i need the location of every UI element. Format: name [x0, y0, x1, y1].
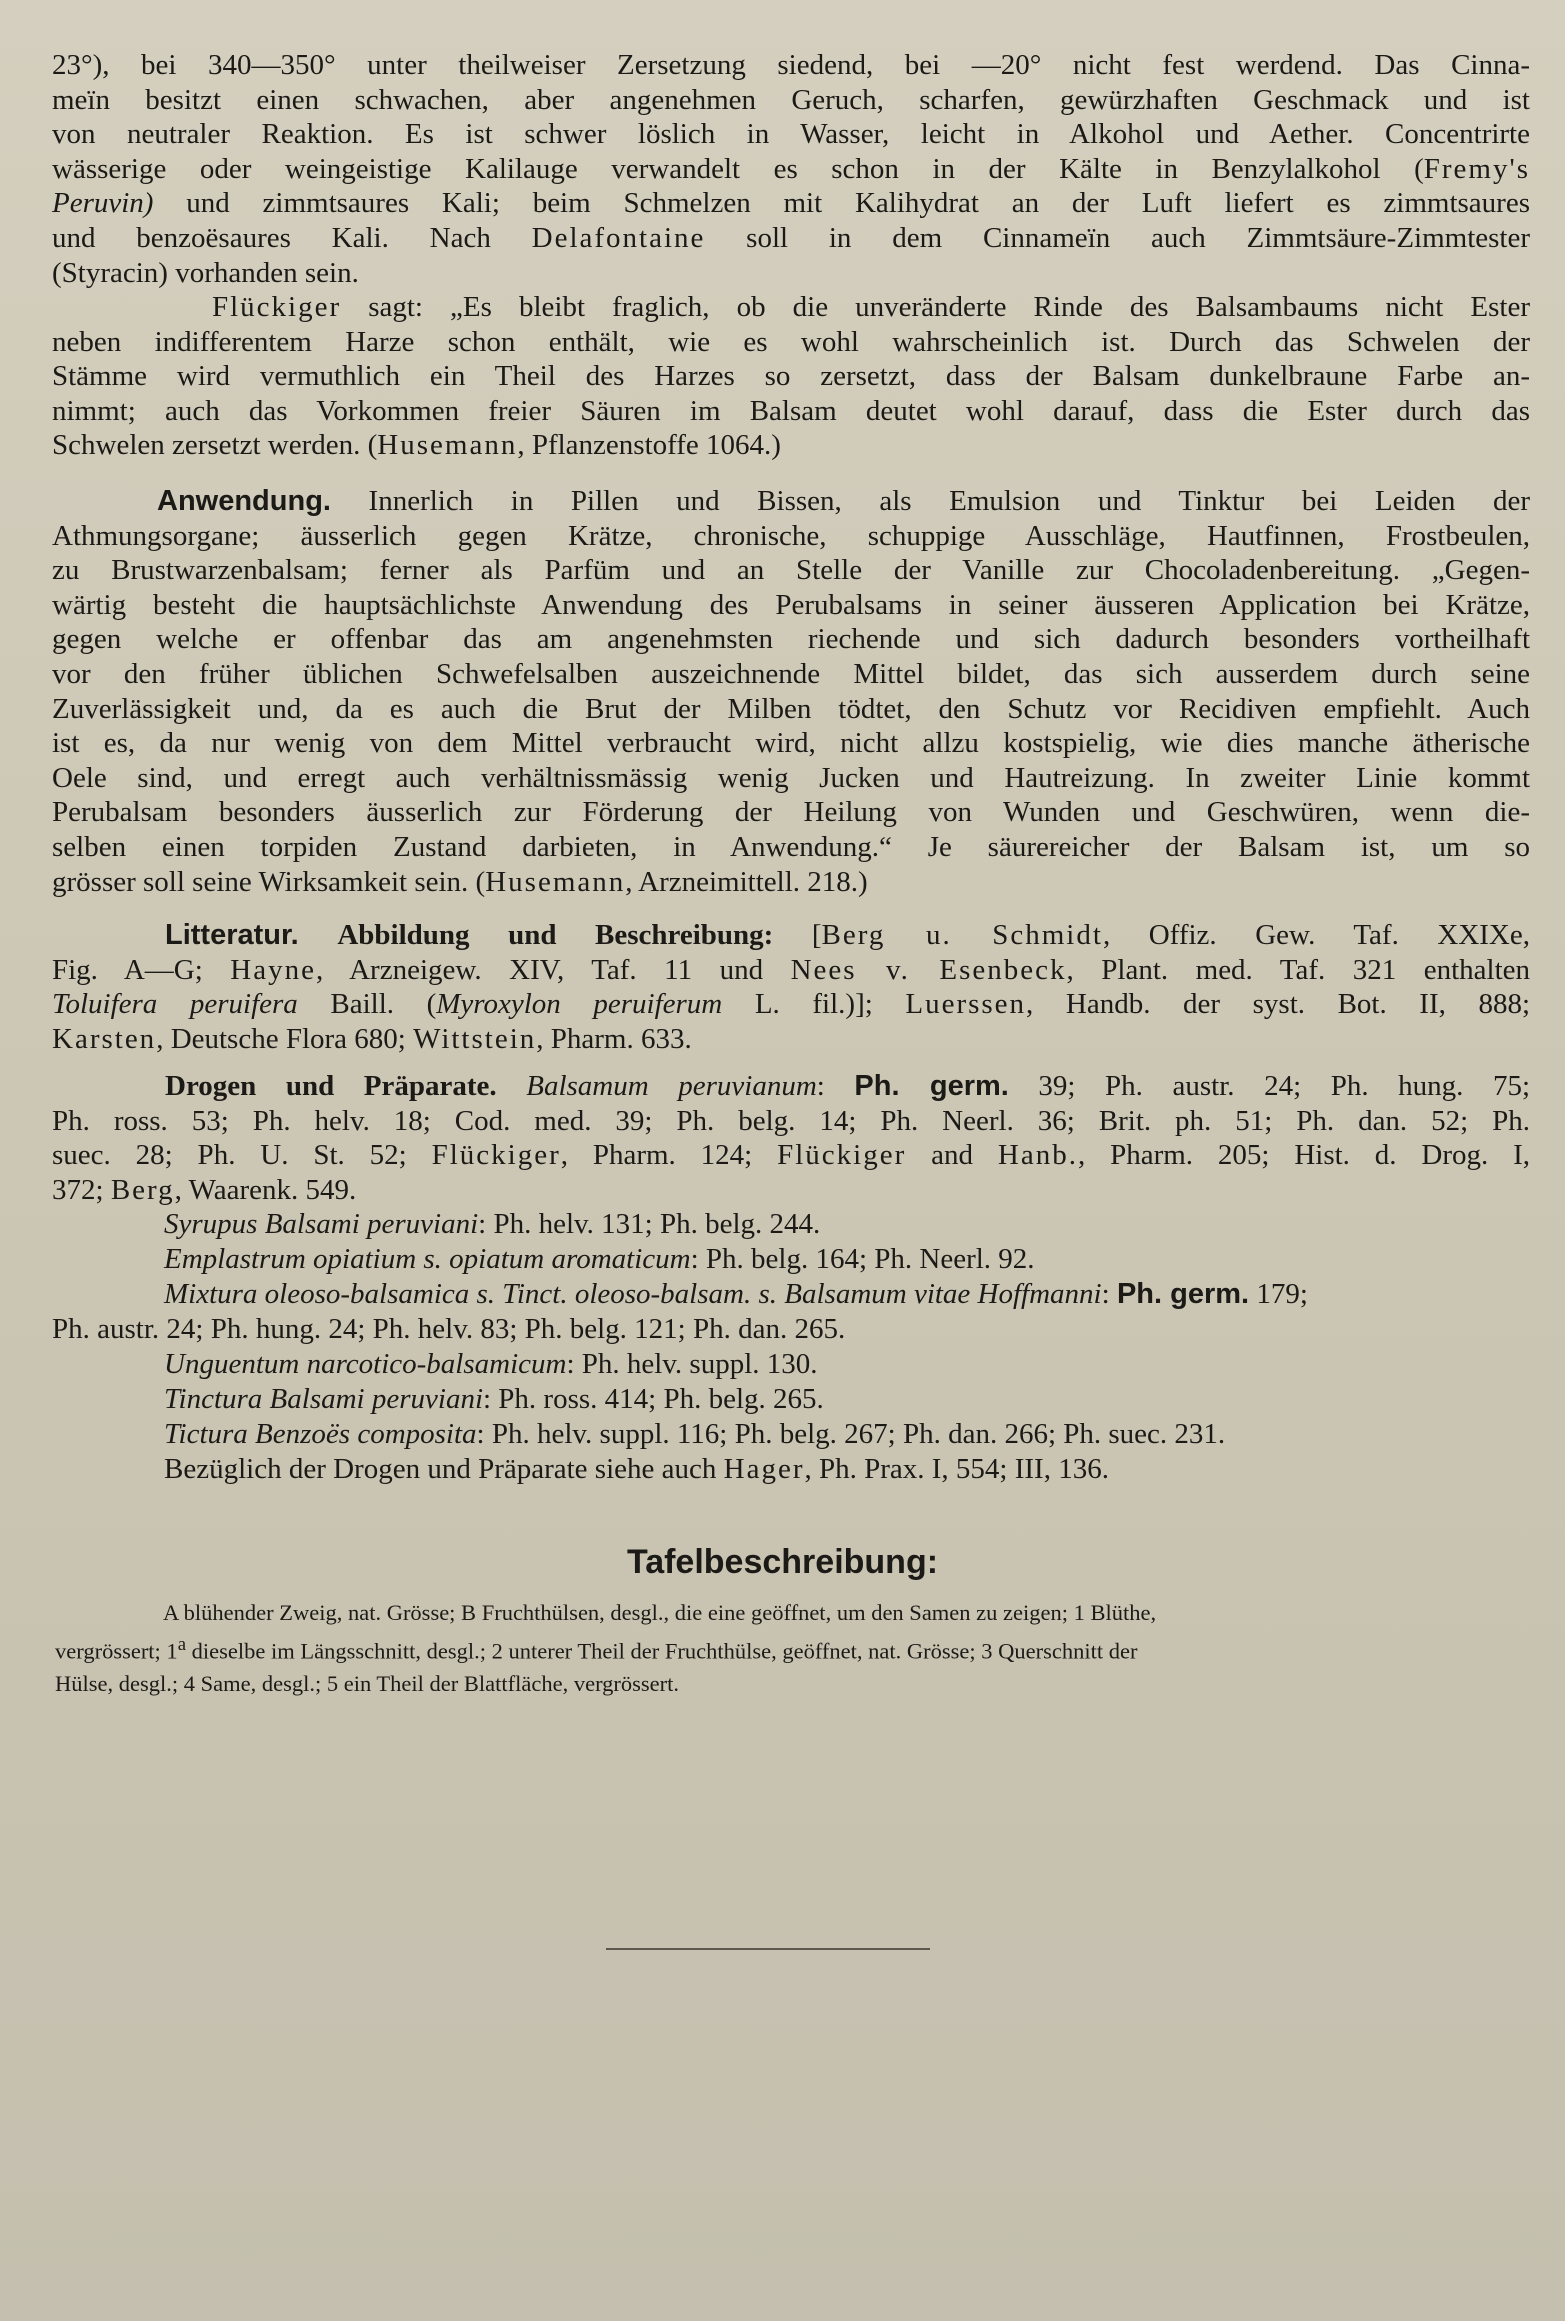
text-line: wässerige oder weingeistige Kalilauge verwandelt es schon in der Kälte in Benzylalkohol (Fremy's: [52, 152, 1530, 185]
text-line: Fig. A—G; Hayne, Arzneigew. XIV, Taf. 11 und Nees v. Esenbeck, Plant. med. Taf. 321 enthalten: [52, 953, 1531, 986]
heading-tafelbeschreibung: Tafelbeschreibung:: [626, 1543, 939, 1581]
text-line: neben indifferentem Harze schon enthält, wie es wohl wahrscheinlich ist. Durch das Schwelen der: [52, 325, 1530, 358]
text-line: ist es, da nur wenig von dem Mittel verbraucht wird, nicht allzu kostspielig, wie dies manche ätherische: [52, 727, 1530, 760]
text-line: Oele sind, und erregt auch verhältnissmässig wenig Jucken und Hautreizung. In zweiter Linie kommt: [52, 761, 1530, 794]
caption-line: vergrössert; 1$^a$ dieselbe im Längsschnitt, desgl.; 2 unterer Theil der Fruchthülse, geöffnet, nat. Grösse; 3 Querschnitt der: [55, 1634, 1138, 1664]
paragraph-flueckiger-quote: [52, 290, 1530, 463]
text-line: vor den früher üblichen Schwefelsalben auszeichnende Mittel bildet, das sich ausserdem durch seine: [52, 657, 1530, 690]
preparation-tinctura: Tinctura Balsami peruviani: Ph. ross. 414; Ph. belg. 265.: [164, 1382, 824, 1415]
text-line: Peruvin) und zimmtsaures Kali; beim Schmelzen mit Kalihydrat an der Luft liefert es zimmtsaures: [52, 187, 1530, 220]
section-divider: [606, 1948, 930, 1950]
text-line: Litteratur. Abbildung und Beschreibung: [Berg u. Schmidt, Offiz. Gew. Taf. XXIXe,: [165, 919, 1530, 951]
text-line: gegen welche er offenbar das am angenehmsten riechende und sich dadurch besonders vortheilhaft: [52, 623, 1530, 656]
plate-caption: [55, 1597, 1515, 1700]
text-line: 372; Berg, Waarenk. 549.: [52, 1173, 357, 1206]
text-line: wärtig besteht die hauptsächlichste Anwendung des Perubalsams in seiner äusseren Application bei Krätze,: [52, 588, 1530, 621]
text-line: Toluifera peruifera Baill. (Myroxylon peruiferum L. fil.)]; Luerssen, Handb. der syst. Bot. II, 888;: [52, 988, 1531, 1021]
section-anwendung: [52, 484, 1530, 899]
caption-line: Hülse, desgl.; 4 Same, desgl.; 5 ein Theil der Blattfläche, vergrössert.: [55, 1670, 680, 1696]
text-line: Drogen und Präparate. Balsamum peruvianum: Ph. germ. 39; Ph. austr. 24; Ph. hung. 75;: [165, 1070, 1531, 1102]
preparation-syrupus: Syrupus Balsami peruviani: Ph. helv. 131; Ph. belg. 244.: [164, 1208, 821, 1241]
text-line: nimmt; auch das Vorkommen freier Säuren im Balsam deutet wohl darauf, dass die Ester durch das: [52, 394, 1530, 427]
text-line: Schwelen zersetzt werden. (Husemann, Pflanzenstoffe 1064.): [52, 429, 781, 462]
text-line: Anwendung. Innerlich in Pillen und Bissen, als Emulsion und Tinktur bei Leiden der: [157, 485, 1530, 517]
section-heading-drogen: Drogen und Präparate.: [165, 1070, 497, 1102]
section-heading-anwendung: Anwendung.: [157, 485, 331, 517]
section-litteratur: [52, 918, 1530, 1056]
text-line: suec. 28; Ph. U. St. 52; Flückiger, Pharm. 124; Flückiger and Hanb., Pharm. 205; Hist. d. Drog. I,: [52, 1139, 1531, 1172]
section-drogen: [52, 1069, 1530, 1487]
text-line: Zuverlässigkeit und, da es auch die Brut der Milben tödtet, den Schutz vor Recidiven empfiehlt. Auch: [52, 692, 1530, 725]
text-line: Stämme wird vermuthlich ein Theil des Harzes so zersetzt, dass der Balsam dunkelbraune Farbe an-: [52, 360, 1530, 393]
text-line: Karsten, Deutsche Flora 680; Wittstein, Pharm. 633.: [52, 1022, 692, 1055]
preparation-unguentum: Unguentum narcotico-balsamicum: Ph. helv. suppl. 130.: [164, 1347, 818, 1380]
caption-line: A blühender Zweig, nat. Grösse; B Fruchthülsen, desgl., die eine geöffnet, um den Samen zu zeigen; 1 Blüthe,: [163, 1600, 1157, 1625]
preparation-emplastrum: Emplastrum opiatium s. opiatum aromaticum: Ph. belg. 164; Ph. Neerl. 92.: [164, 1243, 1035, 1276]
preparation-tictura-benzoes: Tictura Benzoës composita: Ph. helv. suppl. 116; Ph. belg. 267; Ph. dan. 266; Ph. suec. 231.: [164, 1417, 1226, 1450]
paragraph-cinnamein: [52, 48, 1530, 290]
reference-hager: Bezüglich der Drogen und Präparate siehe auch Hager, Ph. Prax. I, 554; III, 136.: [164, 1452, 1109, 1485]
text-line: von neutraler Reaktion. Es ist schwer löslich in Wasser, leicht in Alkohol und Aether. Concentrirte: [52, 118, 1530, 151]
text-line: zu Brustwarzenbalsam; ferner als Parfüm und an Stelle der Vanille zur Chocoladenbereitung. „Gegen-: [52, 554, 1530, 587]
text-line: 23°), bei 340—350° unter theilweiser Zersetzung siedend, bei —20° nicht fest werdend. Das Cinna-: [52, 49, 1530, 81]
text-line: Ph. austr. 24; Ph. hung. 24; Ph. helv. 83; Ph. belg. 121; Ph. dan. 265.: [52, 1313, 846, 1346]
text-line: Ph. ross. 53; Ph. helv. 18; Cod. med. 39; Ph. belg. 14; Ph. Neerl. 36; Brit. ph. 51; Ph. dan. 52; Ph.: [52, 1104, 1530, 1137]
section-heading-litteratur: Litteratur.: [165, 919, 299, 951]
text-line: grösser soll seine Wirksamkeit sein. (Husemann, Arzneimittell. 218.): [52, 865, 868, 898]
text-line: Athmungsorgane; äusserlich gegen Krätze, chronische, schuppige Ausschläge, Hautfinnen, Frostbeulen,: [52, 519, 1530, 552]
text-line: meïn besitzt einen schwachen, aber angenehmen Geruch, scharfen, gewürzhaften Geschmack und ist: [52, 83, 1530, 116]
preparation-mixtura: Mixtura oleoso-balsamica s. Tinct. oleoso-balsam. s. Balsamum vitae Hoffmanni: Ph. germ. 179;: [164, 1278, 1308, 1311]
text-line: Flückiger sagt: „Es bleibt fraglich, ob die unveränderte Rinde des Balsambaums nicht Ester: [212, 291, 1530, 323]
text-line: Perubalsam besonders äusserlich zur Förderung der Heilung von Wunden und Geschwüren, wenn die-: [52, 796, 1530, 829]
text-line: (Styracin) vorhanden sein.: [52, 256, 359, 289]
text-line: selben einen torpiden Zustand darbieten, in Anwendung.“ Je säurereicher der Balsam ist, um so: [52, 830, 1530, 863]
text-line: und benzoësaures Kali. Nach Delafontaine soll in dem Cinnameïn auch Zimmtsäure-Zimmtester: [52, 221, 1531, 254]
